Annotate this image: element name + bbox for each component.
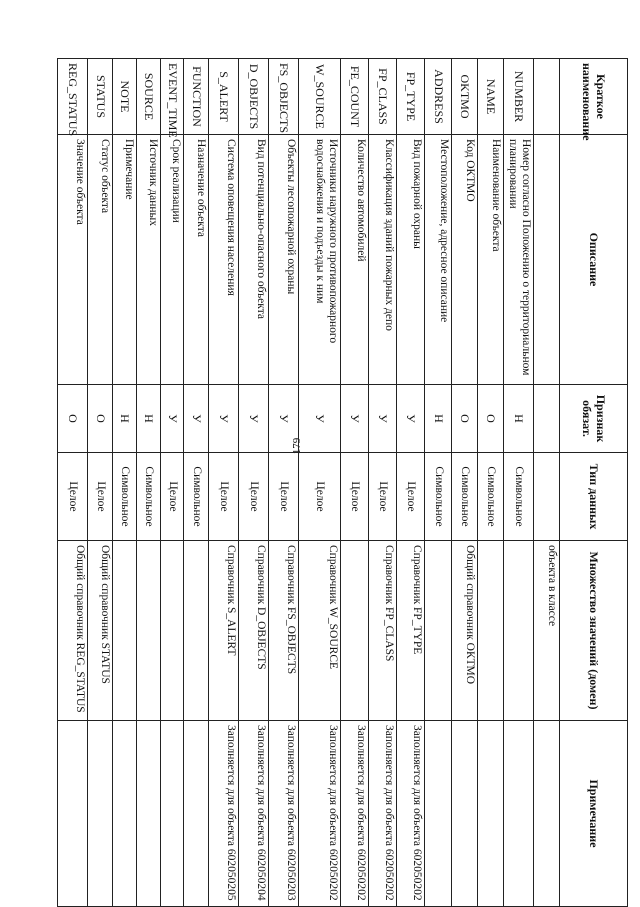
table-row [184,59,209,907]
table-body [58,59,560,907]
header-data-type: Тип данных [560,453,628,541]
cell-description: Источник данных [137,135,161,385]
cell-required: У [299,385,341,453]
cell-short-name: NUMBER [504,59,534,135]
cell-required: Н [137,385,161,453]
cell-data-type: Целое [161,453,184,541]
table-row [534,59,560,907]
cell-domain [341,541,369,721]
table-row [452,59,478,907]
table-row [137,59,161,907]
cell-domain: объекта в классе [534,541,560,721]
cell-note: Заполняется для объекта 602050203 [269,721,299,907]
cell-data-type: Целое [58,453,88,541]
cell-required: Н [113,385,137,453]
cell-note [184,721,209,907]
cell-domain [184,541,209,721]
cell-required: У [184,385,209,453]
cell-domain: Справочник FP_TYPE [397,541,425,721]
cell-required: У [397,385,425,453]
cell-required: У [369,385,397,453]
cell-data-type: Целое [369,453,397,541]
table-row [88,59,113,907]
table-row [425,59,452,907]
cell-description: Местоположение, адресное описание [425,135,452,385]
table-row [58,59,88,907]
cell-required: У [161,385,184,453]
cell-short-name: FP_CLASS [369,59,397,135]
cell-description: Классификация зданий пожарных депо [369,135,397,385]
cell-description: Система оповещения населения [209,135,239,385]
cell-required: О [452,385,478,453]
cell-description: Вид потенциально-опасного объекта [239,135,269,385]
cell-description: Вид пожарной охраны [397,135,425,385]
cell-required: У [269,385,299,453]
cell-note [137,721,161,907]
cell-short-name: ADDRESS [425,59,452,135]
cell-data-type: Символьное [452,453,478,541]
cell-note: Заполняется для объекта 602050202 [397,721,425,907]
cell-description [534,135,560,385]
cell-note: Заполняется для объекта 602050205 [209,721,239,907]
cell-short-name: D_OBJECTS [239,59,269,135]
table-row [369,59,397,907]
cell-domain: Общий справочник STATUS [88,541,113,721]
cell-description: Значение объекта [58,135,88,385]
cell-short-name: S_ALERT [209,59,239,135]
table-row [397,59,425,907]
cell-short-name: NAME [478,59,504,135]
cell-required: О [58,385,88,453]
cell-required: У [209,385,239,453]
header-description: Описание [560,135,628,385]
cell-description: Количество автомобилей [341,135,369,385]
cell-domain: Общий справочник ОКТМО [452,541,478,721]
cell-note [478,721,504,907]
cell-note [534,721,560,907]
cell-required: Н [425,385,452,453]
attributes-table [57,58,628,907]
cell-short-name: FP_TYPE [397,59,425,135]
header-row [560,59,628,907]
cell-required [534,385,560,453]
header-note: Примечание [560,721,628,907]
cell-short-name: FS_OBJECTS [269,59,299,135]
cell-short-name: SOURCE [137,59,161,135]
header-required: Признак обязат. [560,385,628,453]
cell-domain [478,541,504,721]
cell-short-name: NOTE [113,59,137,135]
rotated-table-wrapper [66,58,628,906]
cell-domain: Справочник FS_OBJECTS [269,541,299,721]
cell-data-type: Символьное [184,453,209,541]
cell-required: У [341,385,369,453]
cell-required: Н [504,385,534,453]
cell-description: Код ОКТМО [452,135,478,385]
cell-note [58,721,88,907]
table-row [113,59,137,907]
cell-domain: Общий справочник REG_STATUS [58,541,88,721]
table-row [269,59,299,907]
cell-short-name: REG_STATUS [58,59,88,135]
cell-data-type [534,453,560,541]
cell-note [113,721,137,907]
cell-domain: Справочник W_SOURCE [299,541,341,721]
cell-description: Источники наружного противопожарного водоснабжения и подъезды к ним [299,135,341,385]
cell-domain [161,541,184,721]
table-row [239,59,269,907]
cell-data-type: Целое [269,453,299,541]
cell-short-name: W_SOURCE [299,59,341,135]
cell-note [452,721,478,907]
table-row [209,59,239,907]
cell-description: Объекты лесопожарной охраны [269,135,299,385]
cell-note: Заполняется для объекта 602050202 [341,721,369,907]
table-row [341,59,369,907]
cell-description: Статус объекта [88,135,113,385]
cell-data-type: Символьное [137,453,161,541]
page-number: 179 [291,437,303,455]
cell-data-type: Целое [88,453,113,541]
cell-short-name: FUNCTION [184,59,209,135]
cell-note: Заполняется для объекта 602050202 [299,721,341,907]
cell-data-type: Символьное [425,453,452,541]
cell-data-type: Целое [341,453,369,541]
cell-note: Заполняется для объекта 602050204 [239,721,269,907]
cell-domain [504,541,534,721]
cell-note [88,721,113,907]
cell-short-name: OKTMO [452,59,478,135]
cell-data-type: Символьное [478,453,504,541]
cell-note: Заполняется для объекта 602050202 [369,721,397,907]
cell-data-type: Целое [239,453,269,541]
cell-description: Наименование объекта [478,135,504,385]
cell-short-name: STATUS [88,59,113,135]
table-row [161,59,184,907]
cell-domain: Справочник FP_CLASS [369,541,397,721]
cell-required: О [88,385,113,453]
header-domain: Множество значений (домен) [560,541,628,721]
table-row [299,59,341,907]
table-row [478,59,504,907]
cell-data-type: Целое [209,453,239,541]
cell-description: Примечание [113,135,137,385]
cell-short-name [534,59,560,135]
cell-domain [113,541,137,721]
cell-note [425,721,452,907]
cell-data-type: Целое [299,453,341,541]
cell-data-type: Целое [397,453,425,541]
cell-short-name: EVENT_TIME [161,59,184,135]
cell-description: Назначение объекта [184,135,209,385]
cell-domain: Справочник D_OBJECTS [239,541,269,721]
cell-description: Номер согласно Положению о территориальном планировании [504,135,534,385]
cell-required: У [239,385,269,453]
table-row [504,59,534,907]
cell-note [504,721,534,907]
header-short-name: Краткое наименование [560,59,628,135]
cell-data-type: Символьное [504,453,534,541]
cell-domain: Справочник S_ALERT [209,541,239,721]
cell-short-name: FE_COUNT [341,59,369,135]
cell-domain [425,541,452,721]
cell-data-type: Символьное [113,453,137,541]
cell-note [161,721,184,907]
cell-required: О [478,385,504,453]
cell-domain [137,541,161,721]
cell-description: Срок реализации [161,135,184,385]
